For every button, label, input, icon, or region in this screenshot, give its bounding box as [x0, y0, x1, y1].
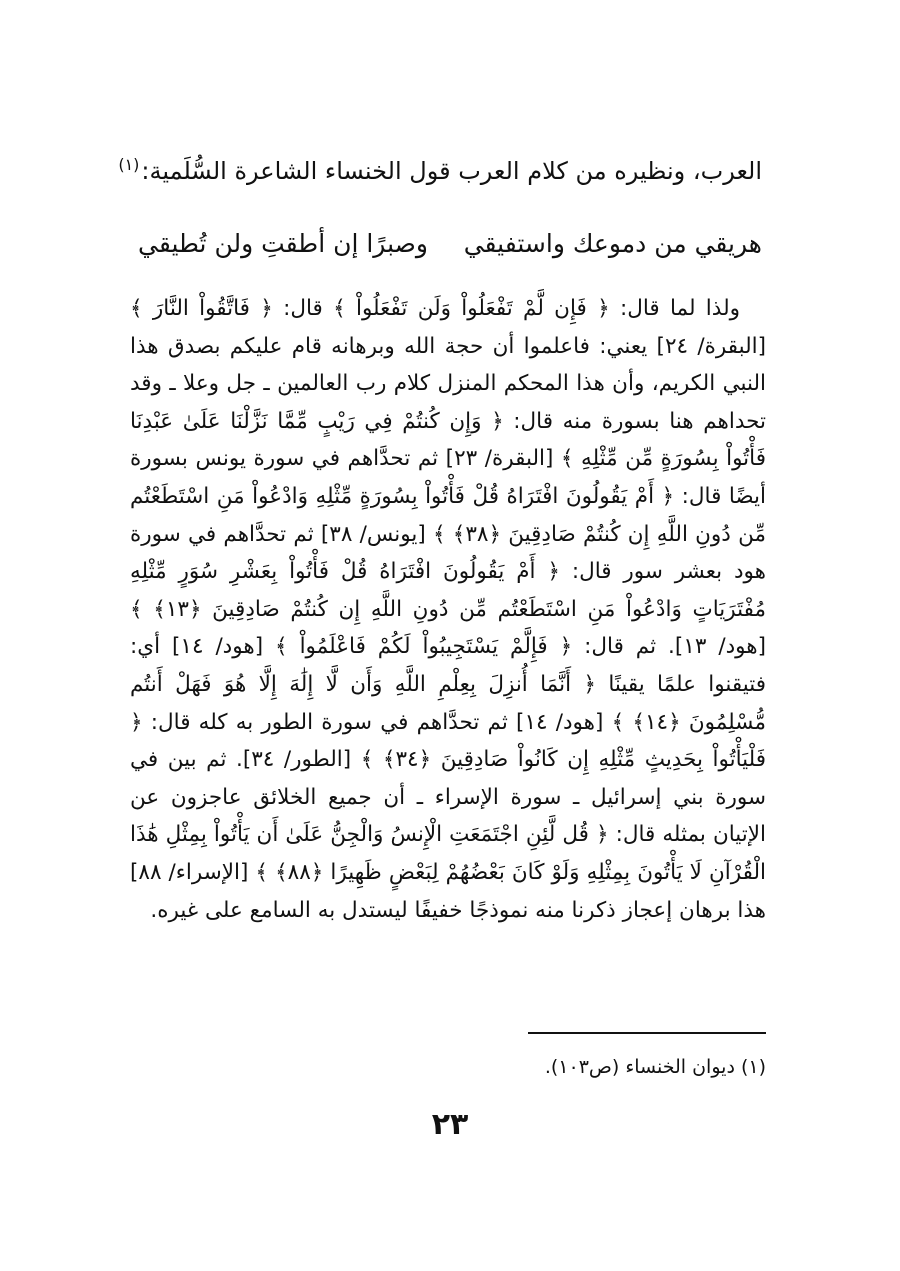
- footnote: [130, 1052, 766, 1082]
- verse-second-hemistich: وصبرًا إن أطقتِ ولن تُطيقي: [138, 229, 428, 258]
- intro-line: [118, 143, 762, 193]
- footnote-divider: [528, 1032, 766, 1034]
- footnote-reference: (١): [118, 155, 140, 174]
- page-number: ٢٣: [431, 1107, 469, 1142]
- main-paragraph: ولذا لما قال: ﴿ فَإِن لَّمْ تَفْعَلُواْ وَلَن تَفْعَلُواْ ﴾ قال: ﴿ فَاتَّقُواْ النَّارَ ﴾ [البقرة/ ٢٤] يعني: فاعلموا أن حجة الله وبرهانه قام عليكم بصدق هذا النبي الكريم، وأن هذا المحكم المنزل كلام رب العالمين ـ جل وعلا ـ وقد تحداهم هنا بسورة منه قال: ﴿ وَإِن كُنتُمْ فِي رَيْبٍ مِّمَّا نَزَّلْنَا عَلَىٰ عَبْدِنَا فَأْتُواْ بِسُورَةٍ مِّن مِّثْلِهِ ﴾ [البقرة/ ٢٣] ثم تحدَّاهم في سورة يونس بسورة أيضًا قال: ﴿ أَمْ يَقُولُونَ افْتَرَاهُ قُلْ فَأْتُواْ بِسُورَةٍ مِّثْلِهِ وَادْعُواْ مَنِ اسْتَطَعْتُم مِّن دُونِ اللَّهِ إِن كُنتُمْ صَادِقِينَ ﴿٣٨﴾ ﴾ [يونس/ ٣٨] ثم تحدَّاهم في سورة هود بعشر سور قال: ﴿ أَمْ يَقُولُونَ افْتَرَاهُ قُلْ فَأْتُواْ بِعَشْرِ سُوَرٍ مِّثْلِهِ مُفْتَرَيَاتٍ وَادْعُواْ مَنِ اسْتَطَعْتُم مِّن دُونِ اللَّهِ إِن كُنتُمْ صَادِقِينَ ﴿١٣﴾ ﴾ [هود/ ١٣]. ثم قال: ﴿ فَإِلَّمْ يَسْتَجِيبُواْ لَكُمْ فَاعْلَمُواْ ﴾ [هود/ ١٤] أي: فتيقنوا علمًا يقينًا ﴿ أَنَّمَا أُنزِلَ بِعِلْمِ اللَّهِ وَأَن لَّا إِلَٰهَ إِلَّا هُوَ فَهَلْ أَنتُم مُّسْلِمُونَ ﴿١٤﴾ ﴾ [هود/ ١٤] ثم تحدَّاهم في سورة الطور به كله قال: ﴿ فَلْيَأْتُواْ بِحَدِيثٍ مِّثْلِهِ إِن كَانُواْ صَادِقِينَ ﴿٣٤﴾ ﴾ [الطور/ ٣٤]. ثم بين في سورة بني إسرائيل ـ سورة الإسراء ـ أن جميع الخلائق عاجزون عن الإتيان بمثله قال: ﴿ قُل لَّئِنِ اجْتَمَعَتِ الْإِنسُ وَالْجِنُّ عَلَىٰ أَن يَأْتُواْ بِمِثْلِ هَٰذَا الْقُرْآنِ لَا يَأْتُونَ بِمِثْلِهِ وَلَوْ كَانَ بَعْضُهُمْ لِبَعْضٍ ظَهِيرًا ﴿٨٨﴾ ﴾ [الإسراء/ ٨٨] هذا برهان إعجاز ذكرنا منه نموذجًا خفيفًا ليستدل به السامع على غيره.: [130, 296, 767, 923]
- footnote-text: (١) ديوان الخنساء (ص١٠٣).: [544, 1056, 766, 1078]
- main-text: [130, 290, 766, 929]
- verse-first-hemistich: هريقي من دموعك واستفيقي: [463, 229, 762, 258]
- intro-text: العرب، ونظيره من كلام العرب قول الخنساء الشاعرة السُّلَمية:: [141, 157, 762, 185]
